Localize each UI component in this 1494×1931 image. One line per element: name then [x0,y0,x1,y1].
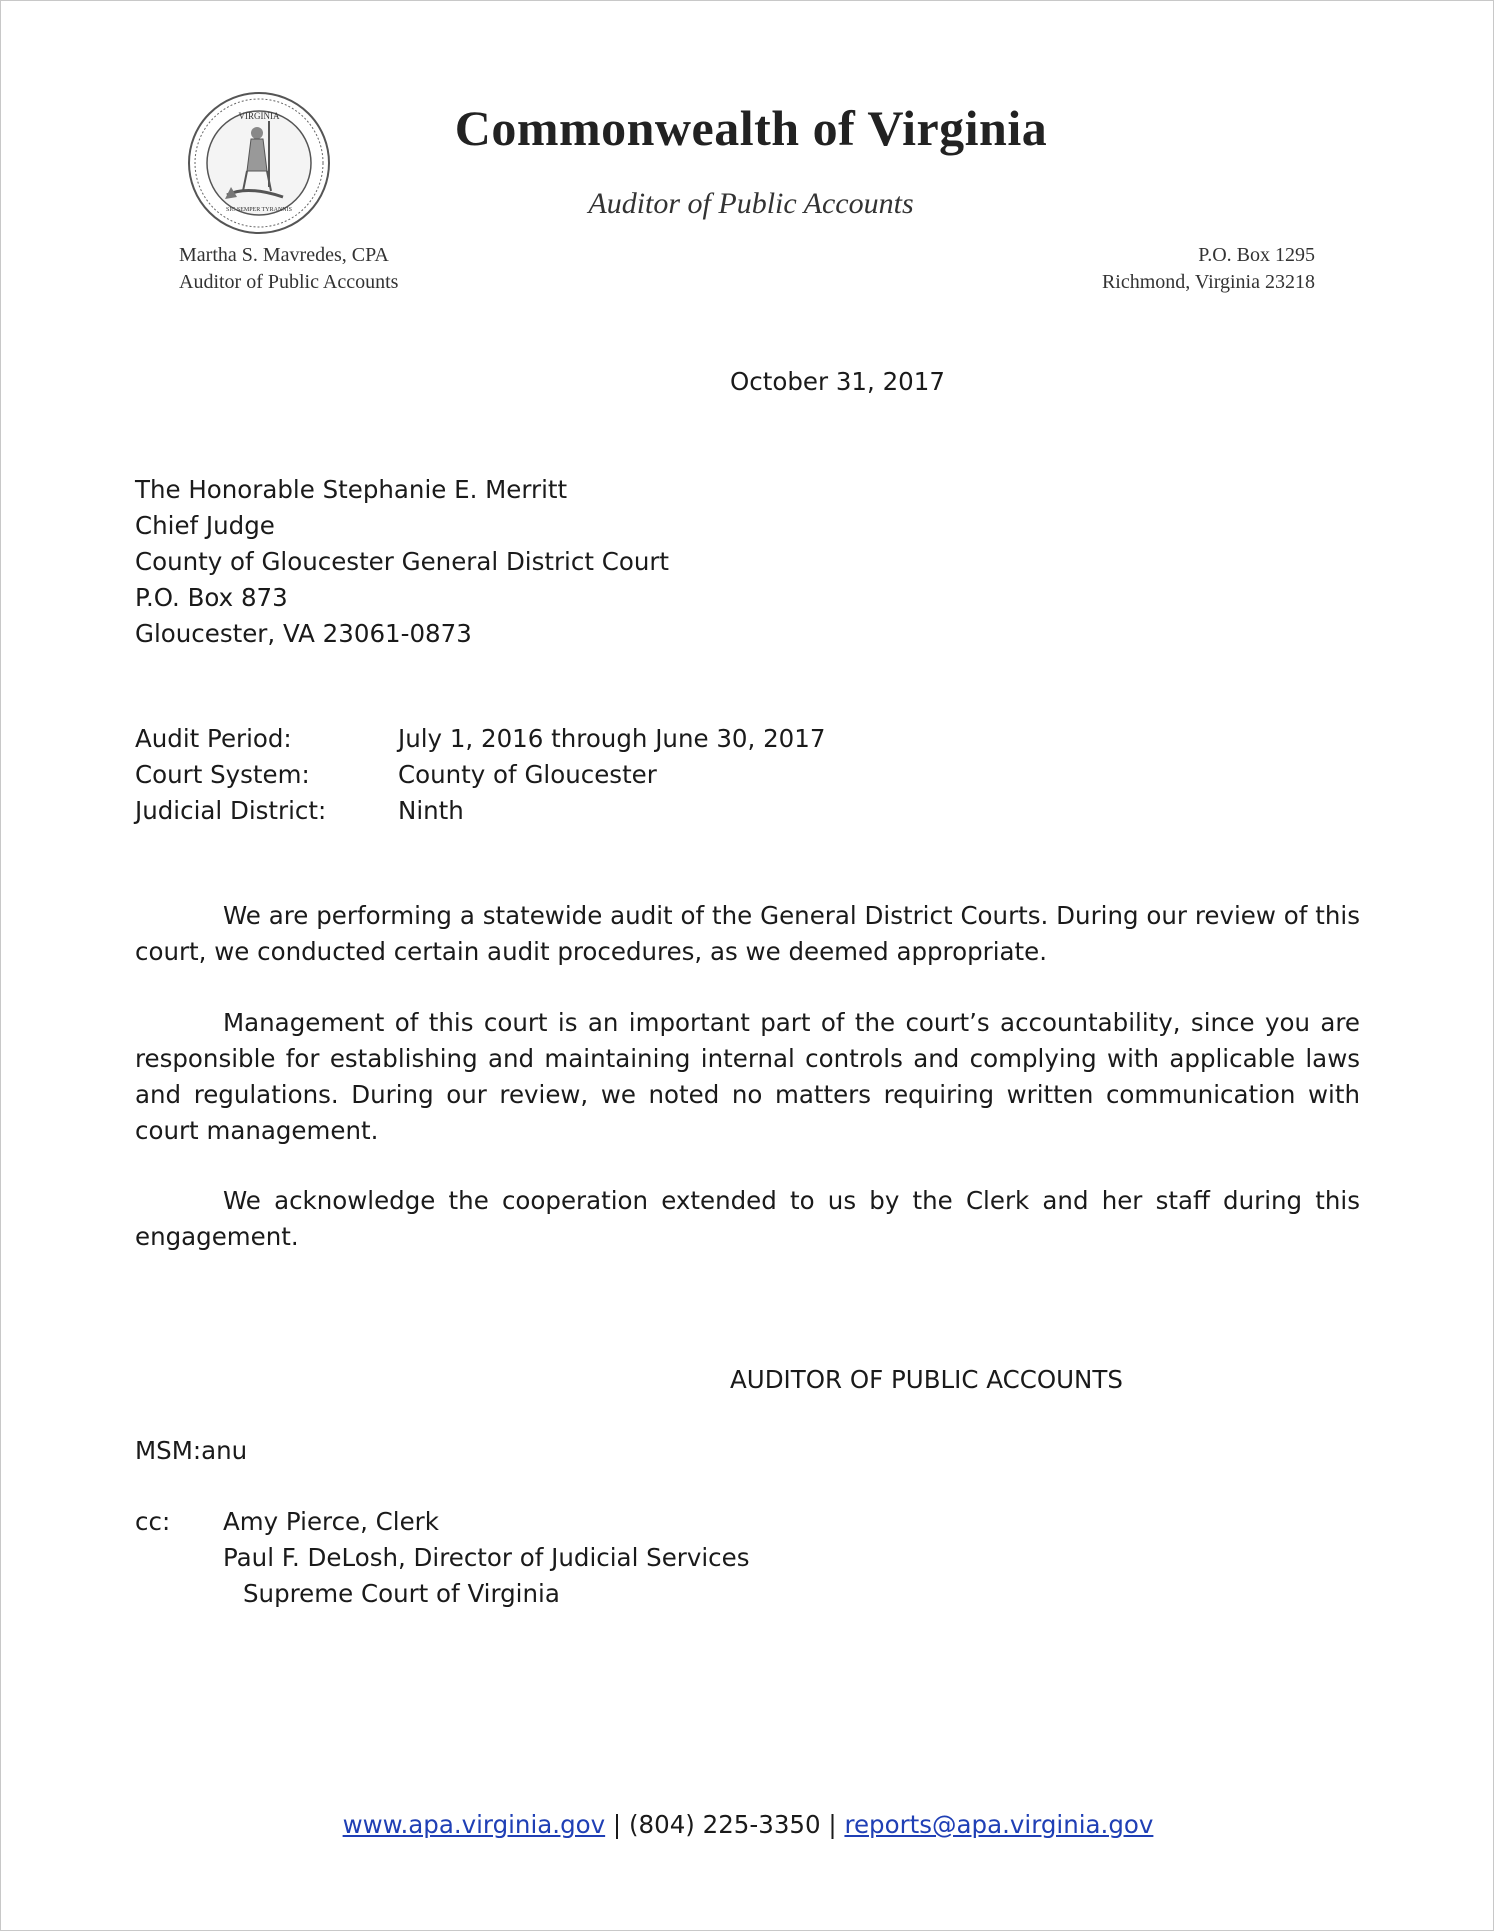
body-paragraph: Management of this court is an important part of the court’s accountability, since you are responsible for establishing and maintaining internal controls and complying with applicable laws and regulations. During our review, we noted no matters requiring written communication with court management. [135,1008,1360,1145]
auditor-title: Auditor of Public Accounts [179,271,399,293]
footer-separator: | [605,1810,629,1839]
body-paragraph: We acknowledge the cooperation extended to us by the Clerk and her staff during this engagement. [135,1186,1360,1251]
seal-text: VIRGINIA [238,111,280,121]
audit-info-row [135,793,825,829]
audit-info-label: Judicial District: [135,796,327,825]
signature-block: AUDITOR OF PUBLIC ACCOUNTS [730,1365,1123,1394]
body-paragraph: We are performing a statewide audit of the General District Courts. During our review of this court, we conducted certain audit procedures, as we deemed appropriate. [135,901,1360,966]
cc-row [135,1540,749,1576]
footer-phone: (804) 225-3350 [628,1810,821,1839]
cc-row [135,1504,749,1540]
recipient-city: Gloucester, VA 23061-0873 [135,619,472,648]
audit-info-row [135,757,825,793]
letterhead-address-block [1102,242,1315,296]
cc-label: cc: [135,1507,171,1536]
email-link[interactable]: reports@apa.virginia.gov [844,1810,1154,1839]
auditor-name: Martha S. Mavredes, CPA [179,244,389,266]
recipient-title: Chief Judge [135,511,275,540]
audit-info-row [135,721,825,757]
letterhead-auditor-block [179,242,398,296]
letter-footer [1,1807,1494,1843]
city-state: Richmond, Virginia 23218 [1101,271,1315,293]
footer-separator: | [820,1810,845,1839]
audit-info-label: Audit Period: [135,724,292,753]
cc-block [135,1504,749,1612]
audit-info-label: Court System: [135,760,310,789]
website-link[interactable]: www.apa.virginia.gov [342,1810,606,1839]
audit-info-value: July 1, 2016 through June 30, 2017 [398,724,826,753]
cc-row [135,1576,749,1612]
audit-info-value: County of Gloucester [398,760,657,789]
letter-date: October 31, 2017 [730,367,945,396]
recipient-address [135,472,669,652]
letterhead-title: Commonwealth of Virginia [454,100,1048,156]
recipient-name: The Honorable Stephanie E. Merritt [135,475,568,504]
po-box: P.O. Box 1295 [1198,244,1315,266]
cc-recipient: Paul F. DeLosh, Director of Judicial Services [223,1543,750,1572]
audit-info-value: Ninth [398,796,464,825]
recipient-court: County of Gloucester General District Court [135,547,670,576]
audit-info [135,721,825,829]
cc-recipient-org: Supreme Court of Virginia [243,1579,560,1608]
letterhead-subtitle: Auditor of Public Accounts [588,187,914,220]
recipient-po-box: P.O. Box 873 [135,583,288,612]
virginia-seal-icon [187,91,331,235]
reference-initials: MSM:anu [135,1436,248,1465]
seal-motto: SIC SEMPER TYRANNIS [226,207,292,213]
cc-recipient: Amy Pierce, Clerk [223,1507,439,1536]
